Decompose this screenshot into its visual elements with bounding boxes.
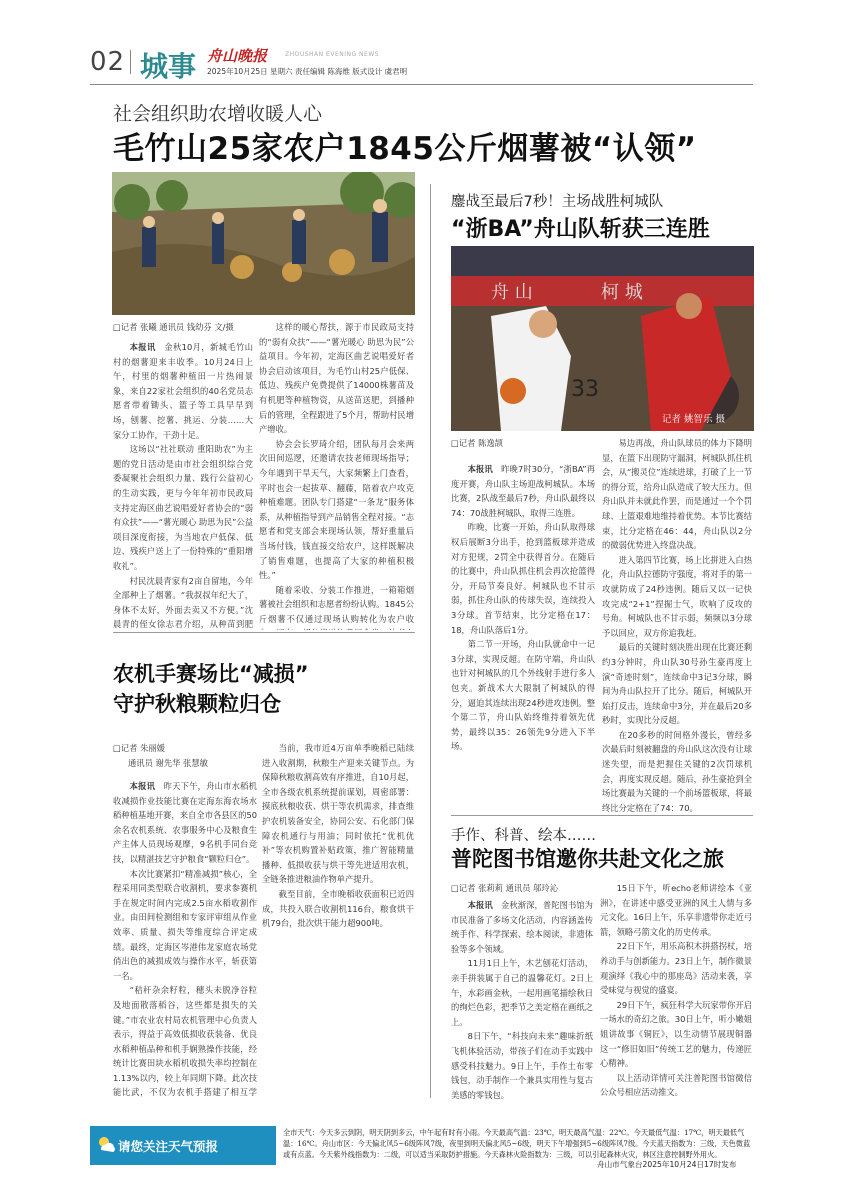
story4-headline: 普陀图书馆邀你共赴文化之旅 (451, 847, 724, 871)
story2-lead: 本报讯 (129, 781, 156, 791)
story2-byline: □记者 朱丽媛 (113, 743, 165, 753)
svg-text:舟 山: 舟 山 (491, 282, 533, 303)
story4-paragraph: 8日下午，“科技向未来”趣味折纸飞机体验活动，带孩子们在动手实践中感受科技魅力。9日上午，手作土布零钱包，动手制作一个兼具实用性与复古美感的零钱包。 (451, 1031, 593, 1100)
story3-column-2 (602, 436, 752, 813)
story3-paragraph: 昨晚，比赛一开始，舟山队取得球权后展断3分出手，抢到篮板球并造成对方犯规，2罚全中获得首分。在随后的比赛中，舟山队抓住机会再次抢篮得分，开局节奏良好。柯城队也不甘示弱，抓住舟山队的传球失误，连续投入3分球。首节结束，比分定格在17：18，舟山队落后1分。 (451, 522, 595, 635)
weather-label: 请您关注天气预报 (118, 1139, 219, 1154)
story3-paragraph: 进入第四节比赛，场上比拼进入白热化，舟山队拉德防守强度，将对手的第一攻就防成了24秒违例。随后又以一记快攻完成“2+1”捏掘士气，吹响了反攻的号角。柯城队也不甘示弱，频频以3分球予以回应，双方你追我赶。 (602, 554, 752, 638)
story1-byline: □记者 张曦 通讯员 钱幼芬 文/摄 (113, 322, 234, 332)
story3-headline: “浙BA”舟山队斩获三连胜 (451, 217, 710, 242)
story4-column-2 (600, 881, 752, 1103)
masthead-meta: 2025年10月25日 星期六 责任编辑 陈海维 版式设计 虞君明 (207, 67, 408, 76)
story2-column-2 (262, 741, 414, 1099)
story2-headline-1: 农机手赛场比“减损” (113, 662, 309, 686)
masthead-rule (90, 84, 753, 85)
page-number: 02 (90, 47, 126, 77)
story1-paragraph: 随着采收、分装工作推进，一箱箱烟薯被社会组织和志愿者纷纷认购。1845公斤烟薯不仅通过现场认购转化为农户收 (259, 584, 414, 624)
story1-paragraph: 金秋10月，新城毛竹山村的烟薯迎来丰收季。10月24日上午，村里的烟薯种植田一片热闹景象，来自22家社会组织的40名党员志愿者带着锄头、篮子等工具早早到场，刨薯、挖薯、挑运、分装……大家分工协作，干劲十足。 (113, 342, 253, 440)
story3-column-1 (451, 462, 595, 812)
story4-paragraph: 22日下午，用乐高积木拼搭拐杖，培养动手与创新能力。23日上午，制作微景观演绎《我心中的那座岛》活动来袭，享受味觉与视觉的盛宴。 (600, 941, 752, 996)
section-title: 城事 (140, 50, 197, 83)
story4-paragraph: 11月1日上午，木艺刨花灯活动，亲手拼装属于自己的温馨花灯。2日上午，水彩画金秋，一起用画笔描绘秋日的绚烂色彩，把季节之美定格在画纸之上。 (451, 958, 593, 1027)
story4-paragraph: 以上活动详情可关注普陀图书馆微信公众号相应活动推文。 (600, 1072, 752, 1098)
story3-paragraph: 最后的关键时刻决胜出现在比赛还剩约3分钟时，舟山队30号孙生豪再度上演“奇迹时刻”，连续命中3记3分球，瞬间为舟山队拉开了比分。随后，柯城队开始打反击，连续命中3分，并在最后20多秒时，实现比分反超。 (602, 642, 752, 726)
story1-column-2 (259, 320, 414, 630)
weather-source: 舟山市气象台2025年10月24日17时发布 (597, 1160, 737, 1169)
story2-paragraph: 本次比赛紧扣“精准减损”核心，全程采用同类型联合收割机，要求参赛机手在规定时间内完成2.5亩水稻收割作业。由田间检测组和专家评审组从作业效率、质量、损失等维度综合评定成绩。最终，定海区岑港伟龙家庭农场党俏出色的减损成效与操作水平，斩获第一名。 (113, 868, 257, 981)
story1-column-1 (113, 340, 253, 630)
story1-lead: 本报讯 (129, 342, 156, 352)
story1-paragraph: 村民沈晨青家有2亩自留地，今年全部种上了烟薯。“我叔叔年纪大了，身体不太好，外面去卖又不方便。”沈晨青的侄女徐志君介绍，从种苗到肥 (113, 575, 253, 630)
weather-icon (96, 1134, 116, 1158)
story3-paragraph: 在20多秒的时间格外漫长，曾经多次最后时刻被翻盘的舟山队这次没有让球迷失望，而是把握住关键的2次罚球机会，再度实现反超。随后，孙生豪抢到全场比赛最为关键的一个前场篮板球，将最终比分定格在了74：70。 (602, 729, 752, 813)
weather-text: 全市天气：今天多云到阴，明天阴到多云，中午起有时有小雨。今天最高气温：23℃，明天最高气温：22℃。今天最低气温：17℃，明天最低气温：16℃。舟山市区：今天偏北风5~6级阵风7级，夜里到明天偏北风5~6级，明天下午增强到5~6级阵风7级。今天蓝天指数为：三级，天色微蓝或有点蓝。今天紫外线指数为：二级，可以适当采取防护措施。今天森林火险指数为：三级，可以引起森林火灾，林区注意控制野外用火。 (283, 1128, 751, 1159)
story1-paragraph: 这样的暖心帮扶，源于市民政局支持的“弱有众扶”——“薯光暖心 助思为民”公益项目。今年初，定海区曲艺说唱爱好者协会启动该项目，为毛竹山村25户低保、低边、残疾户免费提供了14000株薯苗及有机肥等种植物资，从送苗送肥，到播种后的管理，全程跟进了5个月，帮助村民增产增收。 (259, 322, 414, 435)
story1-paragraph: 这场以“社社联动 重阳助农”为主题的党日活动是由市社会组织综合党委凝聚社会组织力量、践行公益初心的生动实践，更与今年年初市民政局支持定海区曲艺说唱爱好者协会的“弱有众扶”——“薯光暖心 助思为民”公益项目深度衔接，为当地农户低保、低边、残疾户送上了一份特殊的“重阳增收礼”。 (113, 444, 253, 571)
story4-lead: 本报讯 (467, 900, 493, 910)
story1-photo (112, 172, 415, 315)
story3-paragraph: 第二节一开场，舟山队就命中一记3分球，实现反超。在防守端，舟山队也针对柯城队的几个外线射手进行多人包夹。新战术大大限制了柯城队的得分，逼迫其连续出现24秒进攻违例。整个第二节，舟山队始终维持着领先优势，最终以35：26领先9分进入下半场。 (451, 639, 595, 752)
story2-paragraph: 截至目前，全市晚稻收获面积已近四成，共投入联合收割机116台，粮食烘干机79台，批次烘干能力超900吨。 (262, 888, 414, 929)
story2-paragraph: “秸秆杂余籽粒，穗头未脱净谷粒及地面散落稻谷，这些都是损失的关键。”市农业农村局农机管理中心负责人表示，得益于高效低损收获装备、优良水稻种植品种和机手娴熟操作技能，经统计比赛田块水稻机收损失率均控制在1.13%以内，较上年同期下降。此次技能比武，不仅为农机手搭建了相互学 (113, 985, 257, 1098)
story2-paragraph: 当前，我市近4万亩单季晚稻已陆续进入收割期，秋粮生产迎来关键节点。为保障秋粮收割高效有序推进，自10月起，全市各级农机系统提前谋划，周密部署：摸底秋粮收获、烘干等农机需求，排查维护农机装备安全，协同公安、石化部门保障农机通行与用油；同时依托“优机优补”等农机购置补贴政策，推广智能精量播种、低损收获与烘干等先进适用农机，全链条推进粮油作物单产提升。 (262, 743, 414, 885)
newspaper-logo-english: ZHOUSHAN EVENING NEWS (285, 51, 380, 58)
story2-byline-2: 通讯员 谢先华 张慧敏 (128, 758, 208, 768)
story3-photo-credit: 记者 姚智乐 摄 (662, 414, 726, 425)
story3-lead: 本报讯 (467, 464, 493, 474)
story2-headline-2: 守护秋粮颗粒归仓 (113, 692, 281, 716)
story4-kicker: 手作、科普、绘本…… (451, 828, 596, 844)
masthead-divider (130, 50, 131, 74)
svg-text:柯 城: 柯 城 (601, 282, 643, 303)
story1-kicker: 社会组织助农增收暖人心 (113, 103, 323, 125)
story4-byline: □记者 张莉莉 通讯员 邬玲沁 (451, 883, 559, 893)
story2-paragraph: 昨天下午，舟山市水稻机收减损作业技能比赛在定海东海农场水稻种植基地开赛，来自全市各县区的50余名农机系统、农事服务中心及粮食生产主体人员现场观摩，9名机手同台竞技，以精湛技艺守护粮食“颗粒归仓”。 (113, 781, 257, 864)
story3-photo (451, 246, 754, 431)
column-divider (430, 184, 431, 1098)
story4-paragraph: 29日下午，疯狂科学大玩家带你开启一场水的奇幻之旅。30日上午，听小嫩姐姐讲故事《铜匠》，以生动情节展现铜器这一“修旧如旧”传统工艺的魅力，传递匠心精神。 (600, 999, 752, 1069)
story1-paragraph: 协会会长罗琦介绍，团队每月会来两次田间巡逻，还邀请农技老师现场指导；今年遇到干旱天气，大家频繁上门查看，平时也会一起拔草、翻藤，陪着农户攻克种植难题。团队专门搭建“一条龙”服务体系，从种植指导到产品销售全程对接。“志愿者和党支部会来现场认领，帮好重量后当场付钱，钱直接交给农户，这样既解决了销售难题，也提高了大家的种植积极性。” (259, 438, 414, 581)
newspaper-logo: 舟山晚报 (207, 47, 268, 65)
story1-headline: 毛竹山25家农户1845公斤烟薯被“认领” (113, 131, 697, 167)
story-divider (113, 632, 415, 633)
story4-paragraph: 金秋渐深，普陀图书馆为市民准备了多场文化活动，内容涵盖传统手作、科学探索、绘本阅读，非遗体验等多个领域。 (451, 900, 593, 954)
story3-kicker: 鏖战至最后7秒！主场战胜柯城队 (451, 194, 664, 210)
story4-paragraph: 15日下午，听echo老师讲绘本《亚洲》，在讲述中感受亚洲的风土人情与多元文化。16日上午，乐享非遗带你走近弓箭，领略弓箭文化的历史传承。 (600, 883, 752, 937)
story2-column-1 (113, 779, 257, 1099)
story3-byline: □记者 陈逸颉 (451, 438, 503, 448)
story3-paragraph: 昨晚7时30分，“浙BA”再度开赛，舟山队主场迎战柯城队。本场比赛，2队战至最后7秒，舟山队最终以74：70战胜柯城队，取得三连胜。 (451, 464, 595, 518)
story-divider (451, 815, 753, 816)
svg-text:33: 33 (571, 377, 599, 402)
story3-paragraph: 易边再战，舟山队球员的体力下降明显，在篮下出现防守漏洞，柯城队抓住机会，从“搬灵位”连续进球，打破了上一节的得分荒，给舟山队造成了较大压力。但舟山队并未就此作罢，而是通过一个个罚球、上篮艰难地维持着优势。本节比赛结束，比分定格在46：44，舟山队以2分的微弱优势进入终盘决战。 (602, 438, 752, 551)
story4-column-1 (451, 898, 593, 1103)
